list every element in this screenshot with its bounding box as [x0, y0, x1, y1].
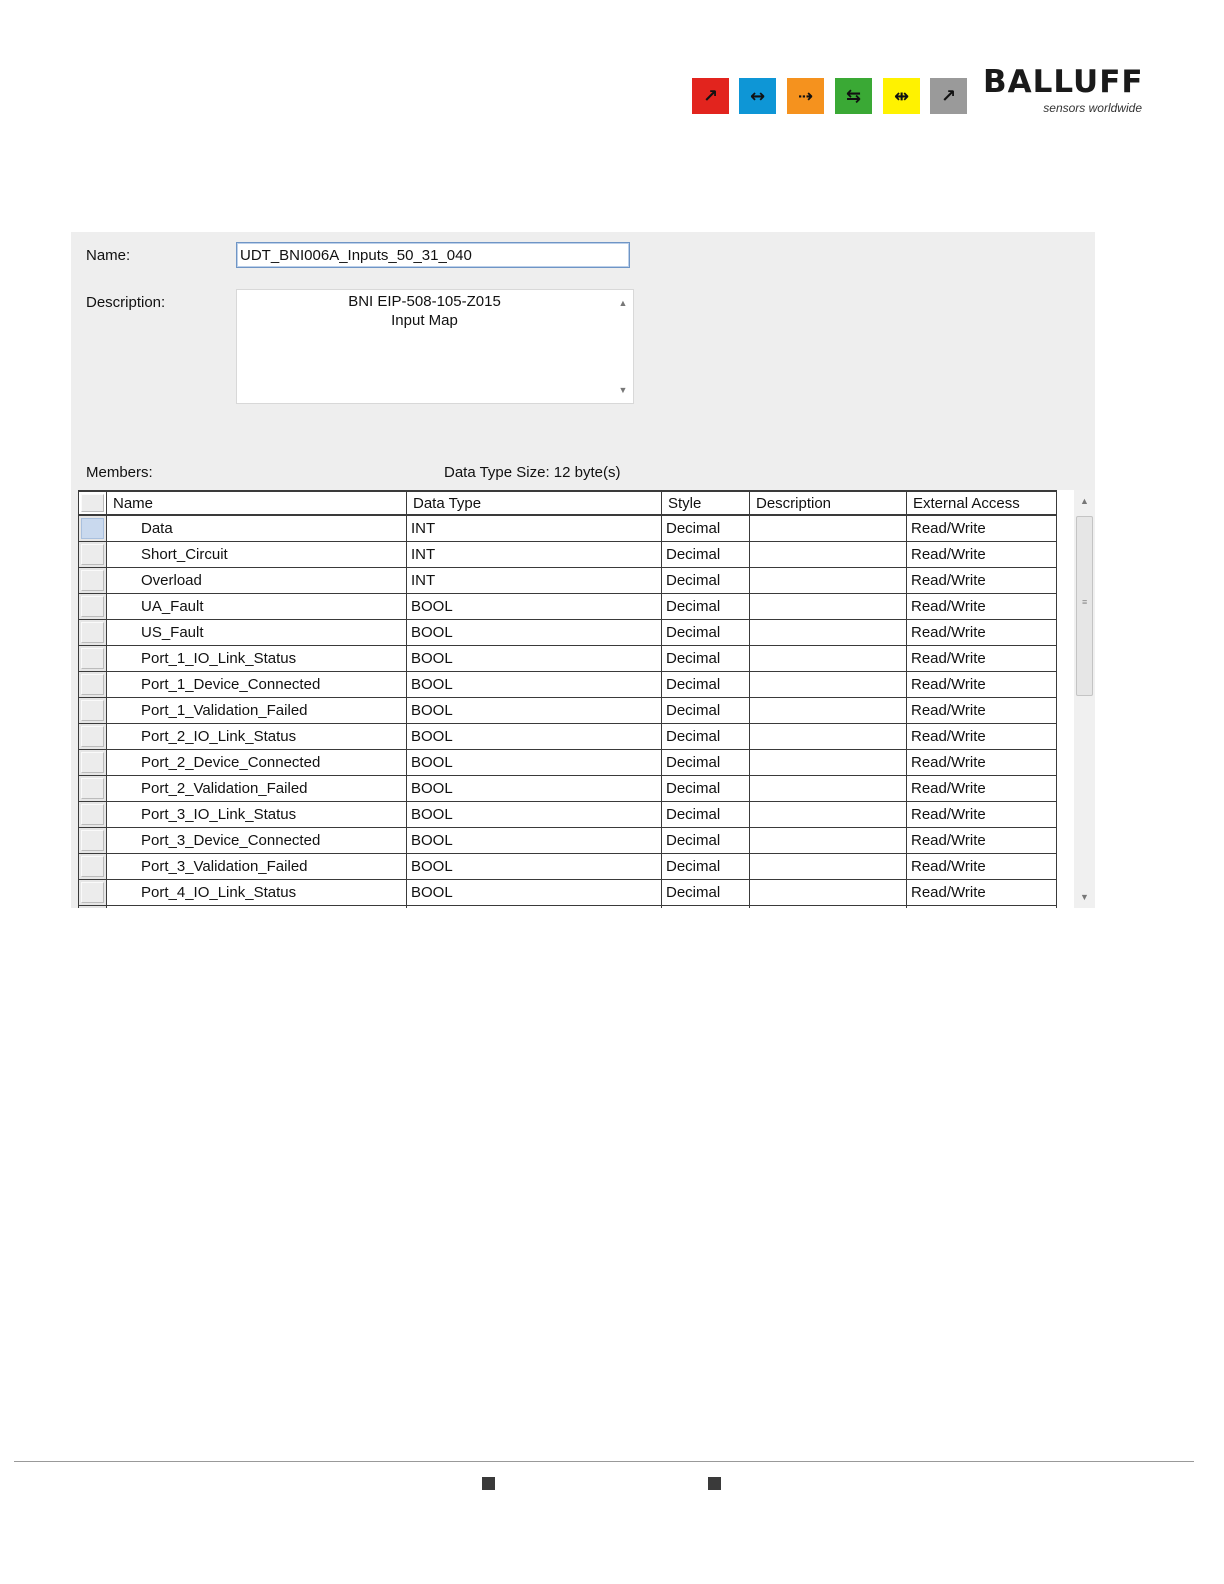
member-style[interactable]: Decimal	[662, 542, 750, 568]
brand-tagline: sensors worldwide	[1043, 101, 1142, 115]
member-name[interactable]: Port_2_Device_Connected	[107, 750, 407, 776]
member-access[interactable]: Read/Write	[907, 515, 1057, 542]
member-style[interactable]	[662, 906, 750, 909]
row-selector[interactable]	[79, 594, 107, 620]
member-access[interactable]: Read/Write	[907, 854, 1057, 880]
footer-divider	[14, 1461, 1194, 1462]
column-header-description[interactable]: Description	[750, 491, 907, 515]
member-name[interactable]: Port_1_IO_Link_Status	[107, 646, 407, 672]
members-label: Members:	[86, 464, 153, 481]
table-row[interactable]	[79, 620, 1057, 646]
member-name[interactable]: Port_1_Device_Connected	[107, 672, 407, 698]
members-table	[78, 490, 1057, 908]
arrow-sensor-icon: ⇆	[845, 85, 862, 107]
row-selector[interactable]	[79, 542, 107, 568]
member-data-type[interactable]: BOOL	[407, 672, 662, 698]
row-selector[interactable]	[79, 906, 107, 909]
row-selector[interactable]	[79, 802, 107, 828]
member-access[interactable]: Read/Write	[907, 802, 1057, 828]
row-selector[interactable]	[79, 568, 107, 594]
member-description[interactable]	[750, 698, 907, 724]
member-name[interactable]: Port_4_IO_Link_Status	[107, 880, 407, 906]
arrow-up-wave-icon: ⇢	[797, 85, 814, 107]
member-data-type[interactable]: BOOL	[407, 698, 662, 724]
member-style[interactable]: Decimal	[662, 515, 750, 542]
diagonal-arrow-icon: ↗	[702, 85, 719, 107]
tile-3	[835, 78, 872, 114]
member-description[interactable]	[750, 880, 907, 906]
member-style[interactable]: Decimal	[662, 750, 750, 776]
data-type-dialog	[71, 232, 1095, 908]
table-row[interactable]	[79, 515, 1057, 542]
table-row[interactable]	[79, 828, 1057, 854]
member-style[interactable]: Decimal	[662, 646, 750, 672]
member-name[interactable]: Short_Circuit	[107, 542, 407, 568]
member-data-type[interactable]: BOOL	[407, 776, 662, 802]
table-row[interactable]	[79, 776, 1057, 802]
column-header-name[interactable]: Name	[107, 491, 407, 515]
member-data-type[interactable]: INT	[407, 515, 662, 542]
member-access[interactable]: Read/Write	[907, 828, 1057, 854]
tile-5	[930, 78, 967, 114]
member-data-type[interactable]: BOOL	[407, 646, 662, 672]
row-selector[interactable]	[79, 646, 107, 672]
column-header-external-access[interactable]: External Access	[907, 491, 1057, 515]
member-access[interactable]: Read/Write	[907, 594, 1057, 620]
members-scrollbar[interactable]	[1074, 490, 1095, 908]
member-description[interactable]	[750, 750, 907, 776]
member-description[interactable]	[750, 802, 907, 828]
tile-2	[787, 78, 824, 114]
member-access[interactable]: Read/Write	[907, 672, 1057, 698]
table-row[interactable]	[79, 542, 1057, 568]
member-name[interactable]	[107, 906, 407, 909]
member-data-type[interactable]: BOOL	[407, 620, 662, 646]
member-description[interactable]	[750, 646, 907, 672]
brand-logo	[983, 64, 1148, 115]
table-row[interactable]	[79, 802, 1057, 828]
member-style[interactable]: Decimal	[662, 672, 750, 698]
member-data-type[interactable]: INT	[407, 542, 662, 568]
tile-0	[692, 78, 729, 114]
member-data-type[interactable]	[407, 906, 662, 909]
member-style[interactable]: Decimal	[662, 620, 750, 646]
member-description[interactable]	[750, 724, 907, 750]
member-access[interactable]: Read/Write	[907, 776, 1057, 802]
table-row[interactable]	[79, 906, 1057, 909]
member-style[interactable]: Decimal	[662, 568, 750, 594]
member-style[interactable]: Decimal	[662, 594, 750, 620]
row-selector[interactable]	[79, 880, 107, 906]
member-name[interactable]: Port_3_IO_Link_Status	[107, 802, 407, 828]
member-access[interactable]: Read/Write	[907, 646, 1057, 672]
member-name[interactable]: Port_1_Validation_Failed	[107, 698, 407, 724]
tile-4	[883, 78, 920, 114]
member-description[interactable]	[750, 620, 907, 646]
table-row[interactable]	[79, 750, 1057, 776]
member-style[interactable]: Decimal	[662, 698, 750, 724]
member-style[interactable]: Decimal	[662, 724, 750, 750]
member-description[interactable]	[750, 542, 907, 568]
member-data-type[interactable]: BOOL	[407, 724, 662, 750]
member-name[interactable]: US_Fault	[107, 620, 407, 646]
member-data-type[interactable]: BOOL	[407, 750, 662, 776]
member-name[interactable]: Port_2_Validation_Failed	[107, 776, 407, 802]
member-access[interactable]: Read/Write	[907, 542, 1057, 568]
member-style[interactable]: Decimal	[662, 880, 750, 906]
member-style[interactable]: Decimal	[662, 802, 750, 828]
members-grid	[78, 490, 1095, 908]
member-description[interactable]	[750, 515, 907, 542]
name-label: Name:	[86, 247, 131, 264]
description-textarea[interactable]	[236, 289, 634, 404]
description-scrollbar[interactable]	[613, 290, 633, 403]
row-selector[interactable]	[79, 724, 107, 750]
row-selector[interactable]	[79, 620, 107, 646]
table-row[interactable]	[79, 594, 1057, 620]
member-data-type[interactable]: BOOL	[407, 802, 662, 828]
row-selector[interactable]	[79, 672, 107, 698]
member-description[interactable]	[750, 776, 907, 802]
scrollbar-thumb[interactable]	[1076, 516, 1093, 696]
member-access[interactable]	[907, 906, 1057, 909]
scroll-down-icon[interactable]: ▼	[618, 385, 628, 395]
description-text	[237, 292, 612, 330]
member-access[interactable]: Read/Write	[907, 724, 1057, 750]
column-header-style[interactable]: Style	[662, 491, 750, 515]
description-line-2: Input Map	[391, 312, 458, 329]
member-name[interactable]: Port_3_Validation_Failed	[107, 854, 407, 880]
member-data-type[interactable]: BOOL	[407, 828, 662, 854]
member-name[interactable]: Port_2_IO_Link_Status	[107, 724, 407, 750]
row-selector[interactable]	[79, 854, 107, 880]
row-selector[interactable]	[79, 698, 107, 724]
footer-square-icon	[708, 1477, 721, 1490]
table-row[interactable]	[79, 646, 1057, 672]
table-row[interactable]	[79, 698, 1057, 724]
table-row[interactable]	[79, 724, 1057, 750]
corner-cell[interactable]	[79, 491, 107, 515]
member-description[interactable]	[750, 594, 907, 620]
member-name[interactable]: Port_3_Device_Connected	[107, 828, 407, 854]
description-label: Description:	[86, 294, 166, 311]
member-name[interactable]: Data	[107, 515, 407, 542]
member-access[interactable]: Read/Write	[907, 568, 1057, 594]
footer-square-icon	[482, 1477, 495, 1490]
table-row[interactable]	[79, 672, 1057, 698]
member-description[interactable]	[750, 672, 907, 698]
tile-1	[739, 78, 776, 114]
member-style[interactable]: Decimal	[662, 854, 750, 880]
member-data-type[interactable]: INT	[407, 568, 662, 594]
row-selector[interactable]	[79, 750, 107, 776]
member-description[interactable]	[750, 828, 907, 854]
row-selector[interactable]	[79, 515, 107, 542]
scroll-up-icon[interactable]: ▲	[1080, 496, 1089, 506]
member-description[interactable]	[750, 906, 907, 909]
member-style[interactable]: Decimal	[662, 828, 750, 854]
cross-arrows-icon: ⇹	[893, 85, 910, 107]
header-row	[79, 491, 1057, 515]
row-selector[interactable]	[79, 776, 107, 802]
double-arrow-ruler-icon: ↔	[749, 85, 766, 107]
member-data-type[interactable]: BOOL	[407, 880, 662, 906]
grip-icon: ≡	[1082, 597, 1088, 607]
brand-name: BALLUFF	[983, 64, 1144, 100]
member-name[interactable]: Overload	[107, 568, 407, 594]
column-header-data-type[interactable]: Data Type	[407, 491, 662, 515]
member-style[interactable]: Decimal	[662, 776, 750, 802]
member-access[interactable]: Read/Write	[907, 750, 1057, 776]
scroll-down-icon[interactable]: ▼	[1080, 892, 1089, 902]
member-access[interactable]: Read/Write	[907, 698, 1057, 724]
member-data-type[interactable]: BOOL	[407, 854, 662, 880]
scroll-up-icon[interactable]: ▲	[618, 298, 628, 308]
table-row[interactable]	[79, 880, 1057, 906]
data-type-size: Data Type Size: 12 byte(s)	[444, 464, 621, 481]
member-description[interactable]	[750, 854, 907, 880]
member-name[interactable]: UA_Fault	[107, 594, 407, 620]
description-line-1: BNI EIP-508-105-Z015	[348, 293, 501, 310]
row-selector[interactable]	[79, 828, 107, 854]
member-data-type[interactable]: BOOL	[407, 594, 662, 620]
member-access[interactable]: Read/Write	[907, 880, 1057, 906]
name-input[interactable]	[236, 242, 630, 268]
arrow-plus-icon: ↗	[940, 85, 957, 107]
member-access[interactable]: Read/Write	[907, 620, 1057, 646]
table-row[interactable]	[79, 854, 1057, 880]
member-description[interactable]	[750, 568, 907, 594]
table-row[interactable]	[79, 568, 1057, 594]
